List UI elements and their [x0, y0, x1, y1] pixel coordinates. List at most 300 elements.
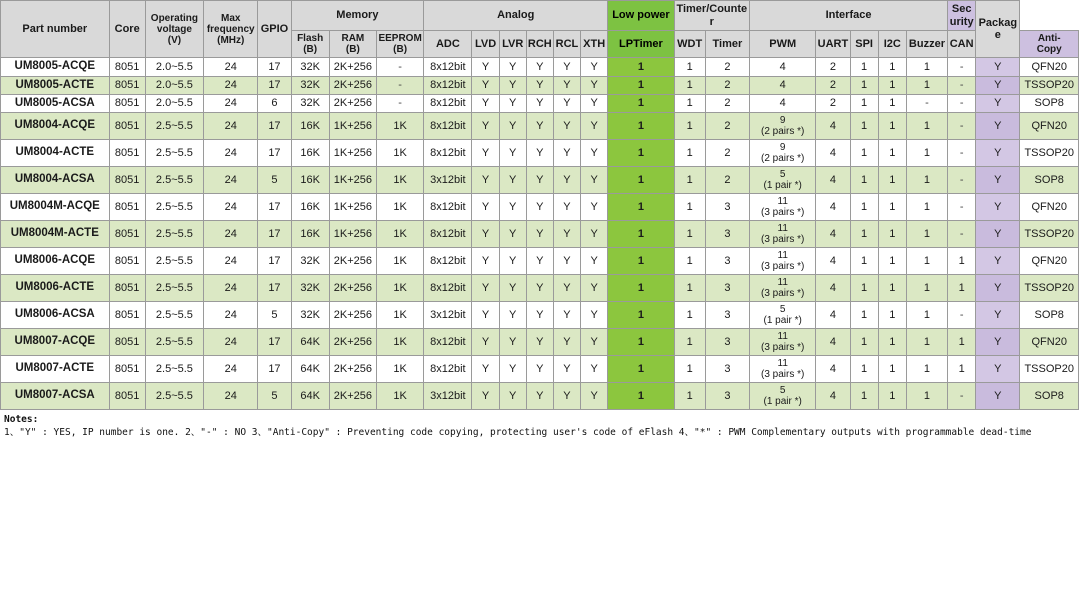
cell-adc: 8x12bit: [424, 220, 472, 247]
cell-max-frequency: 24: [204, 220, 258, 247]
cell-can: -: [948, 301, 976, 328]
cell-package: QFN20: [1020, 58, 1079, 76]
cell-rch: Y: [526, 193, 553, 220]
cell-package: SOP8: [1020, 94, 1079, 112]
cell-xth: Y: [581, 193, 608, 220]
header-package: Package: [976, 1, 1020, 58]
cell-core: 8051: [109, 301, 145, 328]
header-ram-line2: (B): [345, 44, 360, 56]
cell-rch: Y: [526, 247, 553, 274]
cell-rcl: Y: [553, 274, 580, 301]
cell-package: SOP8: [1020, 166, 1079, 193]
cell-rch: Y: [526, 139, 553, 166]
cell-rch: Y: [526, 382, 553, 409]
cell-rch: Y: [526, 166, 553, 193]
cell-xth: Y: [581, 382, 608, 409]
table-row: [1, 76, 1079, 94]
cell-lptimer: 1: [608, 94, 674, 112]
cell-adc: 8x12bit: [424, 139, 472, 166]
cell-eeprom: 1K: [376, 247, 423, 274]
cell-eeprom: -: [376, 94, 423, 112]
cell-part-number: UM8006-ACSA: [1, 301, 110, 328]
cell-anti-copy: Y: [976, 247, 1020, 274]
cell-xth: Y: [581, 355, 608, 382]
cell-i2c: 1: [878, 94, 906, 112]
cell-pwm-note: (1 pair *): [763, 314, 802, 326]
cell-lvd: Y: [472, 76, 499, 94]
cell-gpio: 17: [258, 112, 291, 139]
cell-lvd: Y: [472, 112, 499, 139]
cell-pwm: [750, 220, 816, 247]
cell-pwm-value: 9: [779, 114, 786, 126]
cell-timer: 3: [705, 220, 749, 247]
cell-buzzer: 1: [906, 355, 947, 382]
cell-adc: 3x12bit: [424, 166, 472, 193]
cell-pwm: [750, 247, 816, 274]
cell-buzzer: 1: [906, 328, 947, 355]
header-adc: ADC: [424, 31, 472, 58]
cell-anti-copy: Y: [976, 58, 1020, 76]
header-operating-voltage-line2: voltage: [156, 23, 192, 35]
cell-eeprom: 1K: [376, 166, 423, 193]
cell-gpio: 5: [258, 166, 291, 193]
cell-operating-voltage: 2.5~5.5: [145, 301, 203, 328]
cell-max-frequency: 24: [204, 193, 258, 220]
cell-adc: 8x12bit: [424, 247, 472, 274]
cell-lptimer: 1: [608, 112, 674, 139]
cell-ram: 2K+256: [329, 58, 376, 76]
header-spi: SPI: [850, 31, 878, 58]
cell-timer: 2: [705, 58, 749, 76]
table-row: [1, 112, 1079, 139]
cell-eeprom: 1K: [376, 112, 423, 139]
cell-anti-copy: Y: [976, 382, 1020, 409]
cell-spi: 1: [850, 193, 878, 220]
cell-buzzer: 1: [906, 112, 947, 139]
cell-wdt: 1: [674, 382, 705, 409]
header-can: CAN: [948, 31, 976, 58]
cell-adc: 8x12bit: [424, 274, 472, 301]
cell-i2c: 1: [878, 58, 906, 76]
cell-lptimer: 1: [608, 247, 674, 274]
cell-i2c: 1: [878, 274, 906, 301]
cell-gpio: 5: [258, 382, 291, 409]
cell-timer: 2: [705, 112, 749, 139]
cell-package: TSSOP20: [1020, 274, 1079, 301]
header-rcl: RCL: [553, 31, 580, 58]
cell-uart: 4: [816, 220, 850, 247]
cell-can: -: [948, 166, 976, 193]
cell-eeprom: 1K: [376, 274, 423, 301]
cell-wdt: 1: [674, 58, 705, 76]
cell-lptimer: 1: [608, 355, 674, 382]
cell-i2c: 1: [878, 382, 906, 409]
cell-can: -: [948, 220, 976, 247]
cell-pwm: [750, 139, 816, 166]
cell-max-frequency: 24: [204, 355, 258, 382]
cell-uart: 4: [816, 193, 850, 220]
cell-can: -: [948, 139, 976, 166]
cell-core: 8051: [109, 76, 145, 94]
cell-operating-voltage: 2.5~5.5: [145, 112, 203, 139]
cell-timer: 3: [705, 301, 749, 328]
cell-spi: 1: [850, 274, 878, 301]
cell-lptimer: 1: [608, 166, 674, 193]
cell-buzzer: 1: [906, 58, 947, 76]
cell-pwm: [750, 301, 816, 328]
cell-pwm-note: (1 pair *): [763, 179, 802, 191]
cell-eeprom: 1K: [376, 382, 423, 409]
cell-core: 8051: [109, 193, 145, 220]
cell-lvd: Y: [472, 247, 499, 274]
cell-operating-voltage: 2.5~5.5: [145, 139, 203, 166]
cell-ram: 2K+256: [329, 355, 376, 382]
cell-part-number: UM8006-ACQE: [1, 247, 110, 274]
cell-gpio: 17: [258, 247, 291, 274]
cell-xth: Y: [581, 301, 608, 328]
header-pwm: PWM: [750, 31, 816, 58]
cell-uart: 4: [816, 166, 850, 193]
cell-package: TSSOP20: [1020, 355, 1079, 382]
cell-adc: 8x12bit: [424, 112, 472, 139]
cell-eeprom: 1K: [376, 139, 423, 166]
cell-timer: 3: [705, 355, 749, 382]
cell-uart: 4: [816, 382, 850, 409]
header-security-group: Security: [948, 1, 976, 31]
cell-lptimer: 1: [608, 328, 674, 355]
cell-xth: Y: [581, 274, 608, 301]
cell-core: 8051: [109, 220, 145, 247]
header-anti-copy-line2: Copy: [1036, 44, 1062, 56]
cell-i2c: 1: [878, 328, 906, 355]
header-analog-group: Analog: [424, 1, 608, 31]
cell-core: 8051: [109, 382, 145, 409]
cell-core: 8051: [109, 355, 145, 382]
cell-package: TSSOP20: [1020, 220, 1079, 247]
cell-pwm-value: 5: [779, 303, 786, 315]
cell-flash: 32K: [291, 301, 329, 328]
cell-rcl: Y: [553, 328, 580, 355]
cell-max-frequency: 24: [204, 274, 258, 301]
cell-part-number: UM8004M-ACTE: [1, 220, 110, 247]
cell-i2c: 1: [878, 139, 906, 166]
cell-lvd: Y: [472, 166, 499, 193]
header-eeprom: [376, 31, 423, 58]
cell-package: QFN20: [1020, 328, 1079, 355]
cell-part-number: UM8007-ACTE: [1, 355, 110, 382]
cell-uart: 2: [816, 58, 850, 76]
cell-buzzer: 1: [906, 382, 947, 409]
table-row: [1, 139, 1079, 166]
cell-pwm: [750, 274, 816, 301]
cell-lvr: Y: [499, 328, 526, 355]
cell-timer: 2: [705, 94, 749, 112]
cell-i2c: 1: [878, 301, 906, 328]
cell-lvd: Y: [472, 139, 499, 166]
cell-anti-copy: Y: [976, 139, 1020, 166]
cell-buzzer: 1: [906, 274, 947, 301]
cell-eeprom: -: [376, 76, 423, 94]
cell-rcl: Y: [553, 382, 580, 409]
header-low-power-group: Low power: [608, 1, 674, 31]
cell-core: 8051: [109, 274, 145, 301]
cell-lvd: Y: [472, 58, 499, 76]
cell-buzzer: 1: [906, 193, 947, 220]
cell-lptimer: 1: [608, 220, 674, 247]
cell-flash: 32K: [291, 76, 329, 94]
cell-lvr: Y: [499, 112, 526, 139]
cell-anti-copy: Y: [976, 220, 1020, 247]
cell-ram: 1K+256: [329, 112, 376, 139]
cell-max-frequency: 24: [204, 382, 258, 409]
cell-timer: 3: [705, 274, 749, 301]
cell-lvd: Y: [472, 355, 499, 382]
cell-anti-copy: Y: [976, 274, 1020, 301]
cell-part-number: UM8004-ACQE: [1, 112, 110, 139]
cell-pwm-value: 11: [777, 276, 788, 288]
cell-part-number: UM8007-ACSA: [1, 382, 110, 409]
cell-wdt: 1: [674, 76, 705, 94]
cell-i2c: 1: [878, 247, 906, 274]
cell-rcl: Y: [553, 301, 580, 328]
header-operating-voltage-line3: (V): [167, 34, 182, 46]
cell-anti-copy: Y: [976, 193, 1020, 220]
header-gpio: GPIO: [258, 1, 291, 58]
cell-rcl: Y: [553, 166, 580, 193]
cell-buzzer: -: [906, 94, 947, 112]
cell-flash: 32K: [291, 274, 329, 301]
cell-part-number: UM8004-ACTE: [1, 139, 110, 166]
header-ram-line1: RAM: [341, 33, 365, 45]
cell-anti-copy: Y: [976, 166, 1020, 193]
cell-can: -: [948, 58, 976, 76]
header-part-number: Part number: [1, 1, 110, 58]
cell-spi: 1: [850, 94, 878, 112]
cell-eeprom: 1K: [376, 193, 423, 220]
cell-uart: 4: [816, 247, 850, 274]
cell-flash: 64K: [291, 382, 329, 409]
cell-rch: Y: [526, 76, 553, 94]
cell-can: -: [948, 94, 976, 112]
cell-ram: 2K+256: [329, 247, 376, 274]
cell-pwm-value: 5: [779, 384, 786, 396]
cell-spi: 1: [850, 382, 878, 409]
cell-lvr: Y: [499, 166, 526, 193]
cell-wdt: 1: [674, 94, 705, 112]
header-core: Core: [109, 1, 145, 58]
cell-buzzer: 1: [906, 247, 947, 274]
table-row: [1, 301, 1079, 328]
cell-wdt: 1: [674, 328, 705, 355]
cell-operating-voltage: 2.0~5.5: [145, 76, 203, 94]
table-row: [1, 274, 1079, 301]
cell-operating-voltage: 2.0~5.5: [145, 94, 203, 112]
cell-pwm-value: 5: [779, 168, 786, 180]
cell-max-frequency: 24: [204, 76, 258, 94]
cell-pwm: 4: [750, 58, 816, 76]
cell-anti-copy: Y: [976, 328, 1020, 355]
cell-rcl: Y: [553, 76, 580, 94]
notes-title: Notes:: [4, 413, 39, 425]
cell-max-frequency: 24: [204, 328, 258, 355]
cell-xth: Y: [581, 166, 608, 193]
cell-gpio: 17: [258, 220, 291, 247]
cell-rcl: Y: [553, 112, 580, 139]
cell-pwm-value: 11: [777, 249, 788, 261]
cell-rcl: Y: [553, 220, 580, 247]
cell-ram: 2K+256: [329, 274, 376, 301]
cell-pwm-value: 11: [777, 357, 788, 369]
cell-pwm-note: (2 pairs *): [761, 152, 805, 164]
cell-can: 1: [948, 328, 976, 355]
header-ram: [329, 31, 376, 58]
header-lvd: LVD: [472, 31, 499, 58]
cell-xth: Y: [581, 247, 608, 274]
cell-pwm: [750, 112, 816, 139]
cell-core: 8051: [109, 166, 145, 193]
cell-buzzer: 1: [906, 301, 947, 328]
cell-rcl: Y: [553, 247, 580, 274]
cell-lptimer: 1: [608, 58, 674, 76]
cell-rch: Y: [526, 94, 553, 112]
cell-gpio: 17: [258, 58, 291, 76]
cell-adc: 8x12bit: [424, 58, 472, 76]
cell-part-number: UM8006-ACTE: [1, 274, 110, 301]
cell-spi: 1: [850, 355, 878, 382]
cell-spi: 1: [850, 166, 878, 193]
header-eeprom-line2: (B): [393, 44, 408, 56]
cell-flash: 32K: [291, 247, 329, 274]
cell-timer: 2: [705, 166, 749, 193]
cell-pwm-note: (3 pairs *): [761, 341, 805, 353]
cell-operating-voltage: 2.5~5.5: [145, 382, 203, 409]
cell-uart: 4: [816, 355, 850, 382]
cell-lptimer: 1: [608, 382, 674, 409]
cell-adc: 8x12bit: [424, 76, 472, 94]
cell-rch: Y: [526, 355, 553, 382]
header-i2c: I2C: [878, 31, 906, 58]
cell-lvr: Y: [499, 301, 526, 328]
header-eeprom-line1: EEPROM: [378, 33, 422, 45]
cell-timer: 3: [705, 247, 749, 274]
header-interface-group: Interface: [750, 1, 948, 31]
cell-can: -: [948, 112, 976, 139]
cell-max-frequency: 24: [204, 247, 258, 274]
cell-can: -: [948, 76, 976, 94]
cell-flash: 64K: [291, 355, 329, 382]
cell-pwm-note: (3 pairs *): [761, 233, 805, 245]
cell-spi: 1: [850, 247, 878, 274]
cell-adc: 8x12bit: [424, 193, 472, 220]
cell-lptimer: 1: [608, 139, 674, 166]
cell-i2c: 1: [878, 112, 906, 139]
cell-pwm-note: (3 pairs *): [761, 206, 805, 218]
cell-eeprom: -: [376, 58, 423, 76]
cell-xth: Y: [581, 58, 608, 76]
cell-wdt: 1: [674, 301, 705, 328]
cell-core: 8051: [109, 328, 145, 355]
table-row: [1, 220, 1079, 247]
cell-part-number: UM8004-ACSA: [1, 166, 110, 193]
header-wdt: WDT: [674, 31, 705, 58]
header-anti-copy: [1020, 31, 1079, 58]
header-max-frequency-line2: frequency: [206, 23, 255, 35]
header-operating-voltage-line1: Operating: [150, 12, 199, 24]
cell-wdt: 1: [674, 112, 705, 139]
cell-lptimer: 1: [608, 193, 674, 220]
cell-package: TSSOP20: [1020, 139, 1079, 166]
cell-part-number: UM8004M-ACQE: [1, 193, 110, 220]
header-memory-group: Memory: [291, 1, 424, 31]
header-buzzer: Buzzer: [906, 31, 947, 58]
cell-lptimer: 1: [608, 274, 674, 301]
cell-gpio: 6: [258, 94, 291, 112]
cell-spi: 1: [850, 139, 878, 166]
cell-i2c: 1: [878, 166, 906, 193]
cell-adc: 8x12bit: [424, 355, 472, 382]
cell-lvr: Y: [499, 274, 526, 301]
cell-xth: Y: [581, 328, 608, 355]
cell-package: QFN20: [1020, 112, 1079, 139]
cell-i2c: 1: [878, 355, 906, 382]
table-body: [1, 58, 1079, 410]
cell-gpio: 17: [258, 328, 291, 355]
cell-pwm: [750, 328, 816, 355]
cell-can: 1: [948, 355, 976, 382]
cell-ram: 1K+256: [329, 220, 376, 247]
cell-rcl: Y: [553, 355, 580, 382]
cell-operating-voltage: 2.5~5.5: [145, 193, 203, 220]
cell-max-frequency: 24: [204, 301, 258, 328]
cell-gpio: 17: [258, 193, 291, 220]
cell-operating-voltage: 2.5~5.5: [145, 328, 203, 355]
header-flash: [291, 31, 329, 58]
header-lptimer: LPTimer: [608, 31, 674, 58]
header-max-frequency: [204, 1, 258, 58]
cell-pwm-value: 9: [779, 141, 786, 153]
cell-lvr: Y: [499, 220, 526, 247]
cell-ram: 2K+256: [329, 301, 376, 328]
cell-uart: 4: [816, 112, 850, 139]
cell-i2c: 1: [878, 193, 906, 220]
cell-rcl: Y: [553, 193, 580, 220]
cell-core: 8051: [109, 58, 145, 76]
cell-part-number: UM8007-ACQE: [1, 328, 110, 355]
cell-core: 8051: [109, 139, 145, 166]
cell-lvd: Y: [472, 382, 499, 409]
cell-wdt: 1: [674, 274, 705, 301]
cell-gpio: 17: [258, 139, 291, 166]
cell-spi: 1: [850, 328, 878, 355]
table-row: [1, 247, 1079, 274]
cell-lvr: Y: [499, 76, 526, 94]
cell-flash: 32K: [291, 94, 329, 112]
cell-package: TSSOP20: [1020, 76, 1079, 94]
cell-flash: 16K: [291, 220, 329, 247]
cell-timer: 3: [705, 193, 749, 220]
cell-lvd: Y: [472, 220, 499, 247]
header-anti-copy-line1: Anti-: [1037, 33, 1061, 45]
cell-lvd: Y: [472, 94, 499, 112]
cell-flash: 32K: [291, 58, 329, 76]
cell-pwm-note: (3 pairs *): [761, 368, 805, 380]
cell-pwm: [750, 382, 816, 409]
cell-buzzer: 1: [906, 139, 947, 166]
cell-buzzer: 1: [906, 220, 947, 247]
cell-ram: 1K+256: [329, 139, 376, 166]
cell-operating-voltage: 2.0~5.5: [145, 58, 203, 76]
table-row: [1, 94, 1079, 112]
